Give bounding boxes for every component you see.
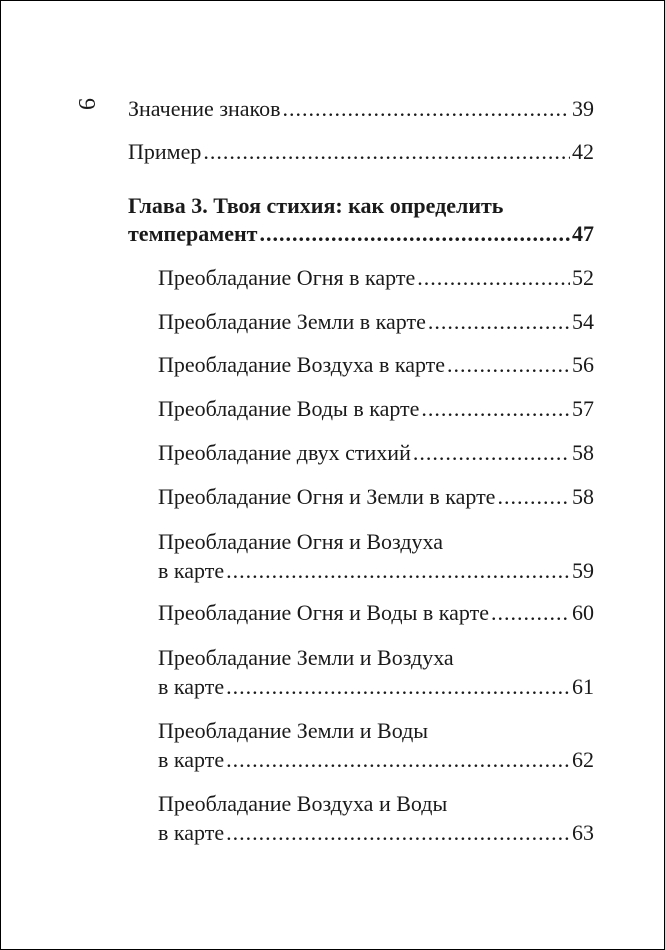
leader-dots [259,220,570,248]
toc-entry-page: 54 [572,309,594,334]
toc-entry-page: 63 [572,820,594,845]
toc-entry-page: 62 [572,747,594,772]
leader-dots [226,746,570,774]
toc-entry-page: 58 [572,484,594,509]
chapter-title-line-2: темперамент [128,221,258,246]
toc-entry-voda[interactable] [158,395,594,423]
toc-entry-title: Преобладание Огня и Воды в карте [158,600,489,625]
toc-entry-title: Преобладание Земли в карте [158,309,426,334]
toc-entry-title: Преобладание Воды в карте [158,396,420,421]
toc-entry-zemlya-voda[interactable] [158,746,594,774]
toc-entry-title: Преобладание Огня и Земли в карте [158,484,496,509]
toc-entry-zemlya-vozdukh[interactable] [158,673,594,701]
toc-entry-ogon-voda[interactable] [158,599,594,627]
toc-entry-zemlya[interactable] [158,308,594,336]
toc-chapter-3[interactable] [128,220,594,248]
leader-dots [491,599,570,627]
leader-dots [428,308,570,336]
toc-entry-title-line-2: в карте [158,674,225,699]
toc-entry-title: Преобладание двух стихий [158,440,411,465]
toc-entry-ogon-vozdukh[interactable] [158,557,594,585]
toc-entry-zemlya-voda-line-1: Преобладание Земли и Воды [158,718,429,743]
chapter-title-line-1: Глава 3. Твоя стихия: как определить [128,193,504,218]
toc-entry-page: 47 [572,221,594,246]
leader-dots [283,95,570,123]
toc-entry-title: Пример [128,139,202,164]
toc-entry-vozdukh-voda-line-1: Преобладание Воздуха и Воды [158,791,448,816]
toc-entry-primer[interactable] [128,138,594,166]
toc-entry-page: 42 [572,139,594,164]
toc-entry-page: 57 [572,396,594,421]
leader-dots [417,264,570,292]
toc-entry-page: 60 [572,600,594,625]
page-number: 9 [73,98,99,110]
toc-entry-ogon-vozdukh-line-1: Преобладание Огня и Воздуха [158,529,444,554]
leader-dots [203,138,570,166]
toc-entry-vozdukh-voda[interactable] [158,819,594,847]
leader-dots [421,395,570,423]
leader-dots [226,557,570,585]
toc-entry-title: Преобладание Огня в карте [158,265,416,290]
leader-dots [226,673,570,701]
toc-entry-page: 58 [572,440,594,465]
toc-entry-zemlya-vozdukh-line-1: Преобладание Земли и Воздуха [158,645,454,670]
toc-entry-vozdukh[interactable] [158,351,594,379]
toc-entry-title: Преобладание Воздуха в карте [158,352,446,377]
toc-entry-title-line-2: в карте [158,558,225,583]
toc-entry-page: 52 [572,265,594,290]
toc-entry-ogon-zemlya[interactable] [158,483,594,511]
leader-dots [226,819,570,847]
toc-entry-page: 56 [572,352,594,377]
toc-entry-title: Значение знаков [128,96,281,121]
toc-entry-title-line-2: в карте [158,820,225,845]
toc-entry-ogon[interactable] [158,264,594,292]
leader-dots [447,351,570,379]
toc-entry-page: 39 [572,96,594,121]
toc-entry-title-line-2: в карте [158,747,225,772]
toc-entry-dve-stikhii[interactable] [158,439,594,467]
toc-entry-page: 59 [572,558,594,583]
toc-entry-znachenie-znakov[interactable] [128,95,594,123]
leader-dots [497,483,570,511]
toc-entry-page: 61 [572,674,594,699]
leader-dots [413,439,570,467]
